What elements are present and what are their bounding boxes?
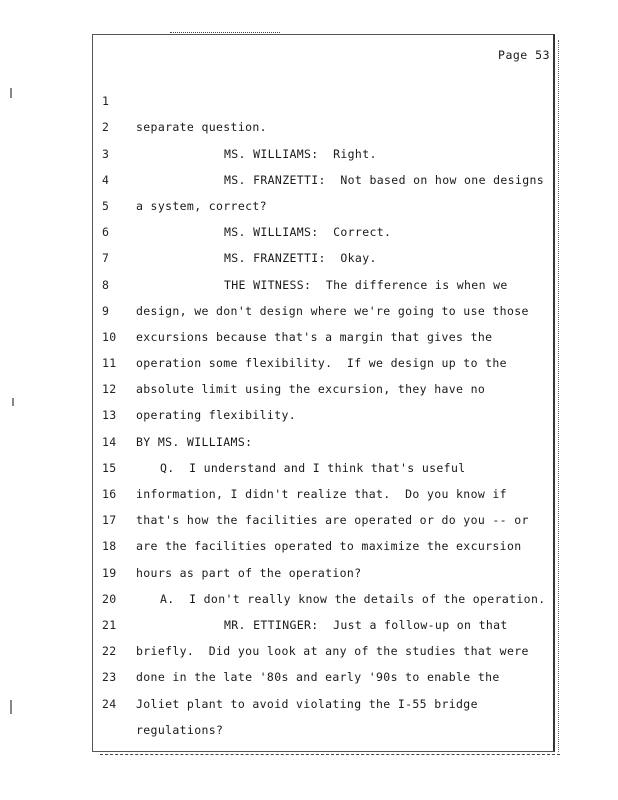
left-margin-scan-mark — [10, 700, 12, 714]
line-number: 7 — [102, 251, 110, 266]
line-number: 19 — [102, 565, 117, 580]
line-number: 16 — [102, 487, 117, 502]
line-text: absolute limit using the excursion, they have no — [136, 382, 486, 397]
line-text: MS. FRANZETTI: Okay. — [224, 251, 377, 266]
line-number: 6 — [102, 225, 110, 240]
line-number: 11 — [102, 356, 117, 371]
left-margin-scan-mark — [12, 398, 14, 406]
left-margin-scan-mark — [10, 88, 12, 98]
line-number: 20 — [102, 591, 117, 606]
line-number: 10 — [102, 329, 117, 344]
line-text: done in the late '80s and early '90s to enable the — [136, 670, 500, 685]
page-number: Page 53 — [498, 48, 550, 62]
line-number: 5 — [102, 198, 110, 213]
line-text: excursions because that's a margin that gives the — [136, 329, 493, 344]
line-text: A. I don't really know the details of the operation. — [160, 591, 546, 606]
line-text: are the facilities operated to maximize the excursion — [136, 539, 522, 554]
line-number: 9 — [102, 303, 110, 318]
line-number: 8 — [102, 277, 110, 292]
line-number: 17 — [102, 513, 117, 528]
line-text: regulations? — [136, 722, 224, 737]
line-text: separate question. — [136, 120, 267, 135]
line-text: MR. ETTINGER: Just a follow-up on that — [224, 617, 508, 632]
line-number: 18 — [102, 539, 117, 554]
line-text: THE WITNESS: The difference is when we — [224, 277, 508, 292]
line-number: 3 — [102, 146, 110, 161]
line-text: hours as part of the operation? — [136, 565, 362, 580]
line-number: 23 — [102, 670, 117, 685]
line-text: operating flexibility. — [136, 408, 297, 423]
transcript-line — [92, 62, 555, 135]
right-edge-scan-mark — [558, 40, 560, 752]
line-number: 12 — [102, 382, 117, 397]
line-number: 21 — [102, 617, 117, 632]
bottom-scan-rule — [100, 754, 560, 758]
line-text: information, I didn't realize that. Do you know if — [136, 487, 507, 502]
line-text: Q. I understand and I think that's useful — [160, 460, 466, 475]
line-text: MS. WILLIAMS: Right. — [224, 146, 377, 161]
line-text: briefly. Did you look at any of the studies that were — [136, 644, 529, 659]
line-number: 24 — [102, 696, 117, 711]
line-number: 4 — [102, 172, 110, 187]
line-number: 1 — [102, 94, 110, 109]
line-text: that's how the facilities are operated or do you -- or — [136, 513, 529, 528]
line-number: 15 — [102, 460, 117, 475]
line-text: MS. WILLIAMS: Correct. — [224, 225, 392, 240]
transcript-lines — [92, 62, 555, 737]
line-number: 14 — [102, 434, 117, 449]
line-text: Joliet plant to avoid violating the I-55 bridge — [136, 696, 478, 711]
line-text: a system, correct? — [136, 198, 267, 213]
line-text: BY MS. WILLIAMS: — [136, 434, 253, 449]
line-text: design, we don't design where we're going to use those — [136, 303, 529, 318]
line-number: 22 — [102, 644, 117, 659]
line-text: MS. FRANZETTI: Not based on how one designs — [224, 172, 545, 187]
line-number: 2 — [102, 120, 110, 135]
line-text: operation some flexibility. If we design up to the — [136, 356, 507, 371]
line-number: 13 — [102, 408, 117, 423]
